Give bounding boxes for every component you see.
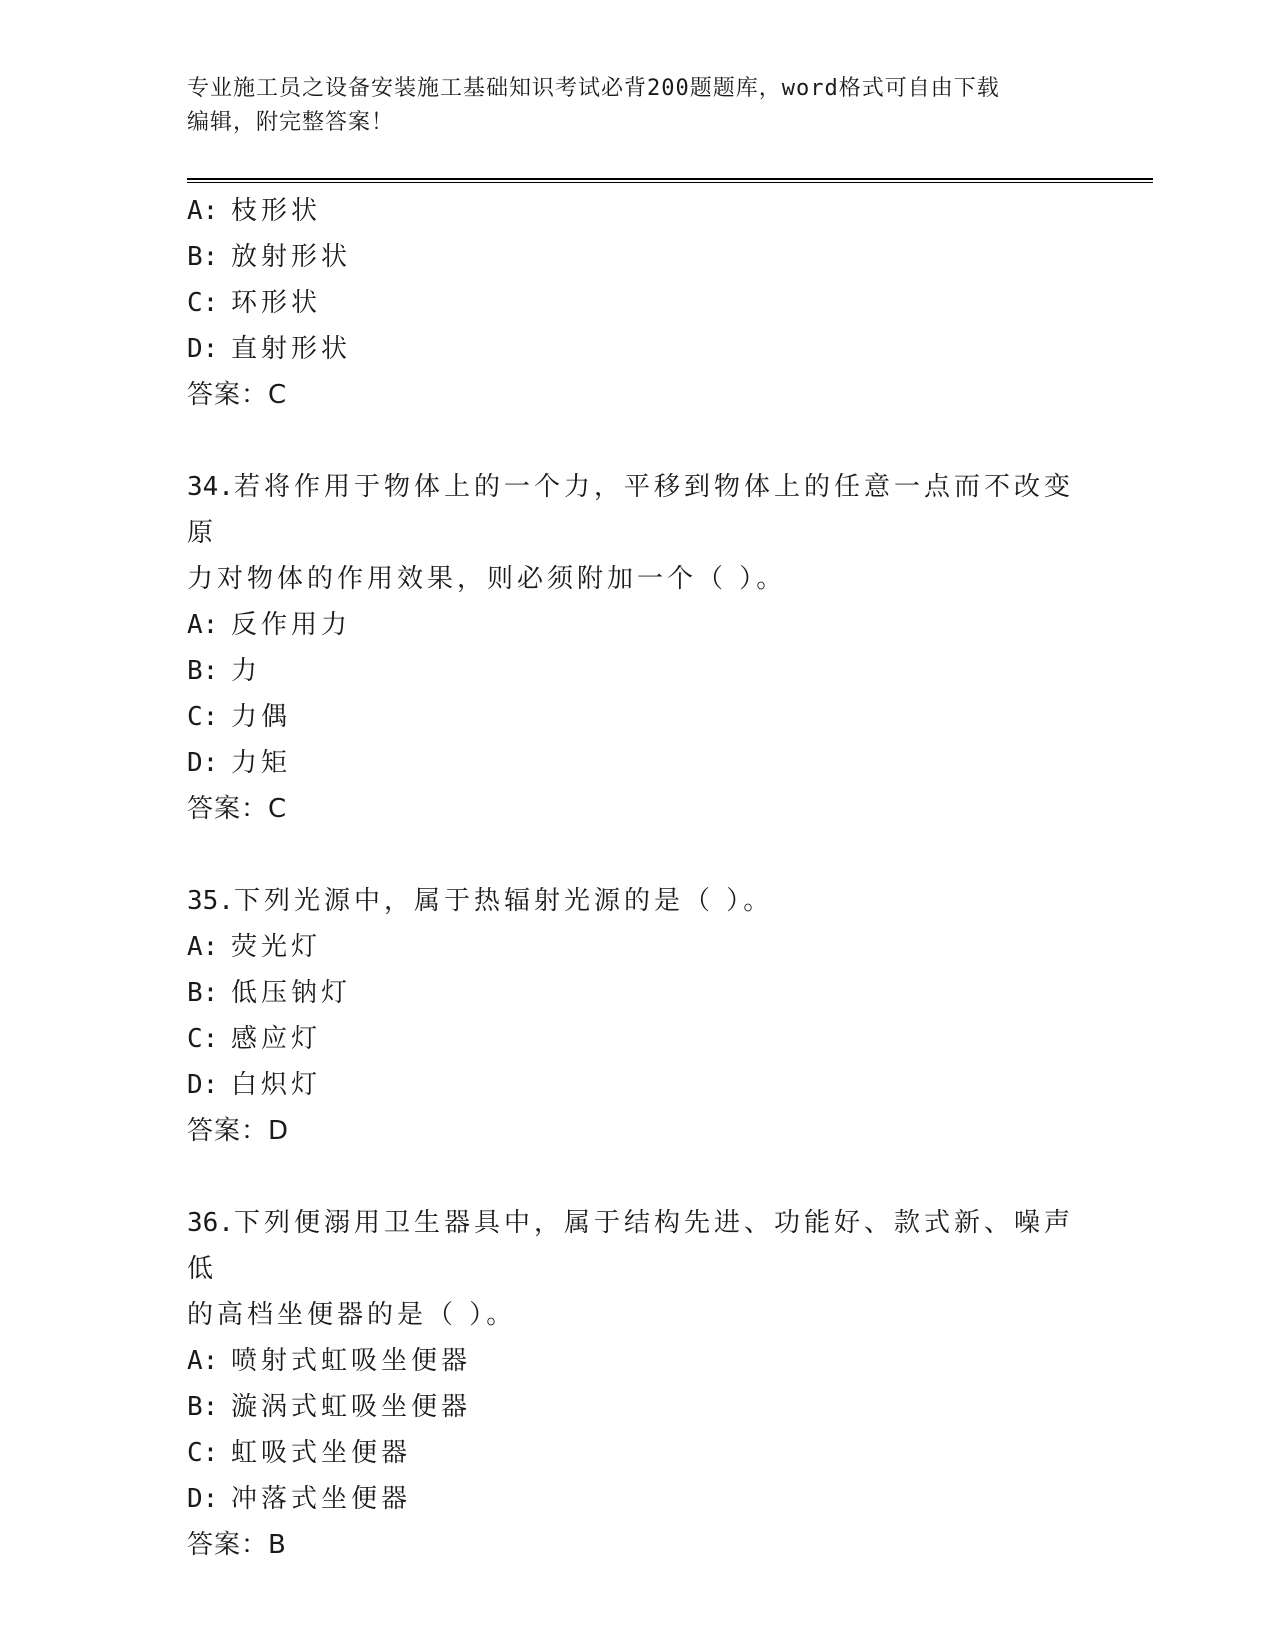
question-text-line-1: 下列光源中，属于热辐射光源的是（ ）。 bbox=[233, 886, 774, 916]
option-letter: D: bbox=[187, 748, 219, 778]
question-list bbox=[187, 188, 1087, 1568]
option-text: 力 bbox=[231, 656, 262, 686]
option-text: 直射形状 bbox=[231, 334, 352, 364]
option-letter: C: bbox=[187, 1438, 219, 1468]
option-letter: A: bbox=[187, 196, 219, 226]
header-divider-thick bbox=[187, 178, 1153, 180]
option-text: 枝形状 bbox=[231, 196, 322, 226]
option-d bbox=[187, 740, 1087, 786]
option-text: 环形状 bbox=[231, 288, 322, 318]
option-d bbox=[187, 1062, 1087, 1108]
option-text: 冲落式坐便器 bbox=[231, 1484, 412, 1514]
question-36 bbox=[187, 1200, 1087, 1568]
option-text: 力矩 bbox=[231, 748, 292, 778]
question-text-line-2: 力对物体的作用效果，则必须附加一个（ ）。 bbox=[187, 564, 787, 594]
answer-line: 答案：D bbox=[187, 1116, 290, 1146]
option-letter: B: bbox=[187, 978, 219, 1008]
option-letter: D: bbox=[187, 1484, 219, 1514]
option-text: 力偶 bbox=[231, 702, 292, 732]
option-b bbox=[187, 648, 1087, 694]
question-35 bbox=[187, 878, 1087, 1154]
question-number: 34. bbox=[187, 472, 234, 502]
option-b bbox=[187, 1384, 1087, 1430]
option-letter: B: bbox=[187, 656, 219, 686]
option-a bbox=[187, 924, 1087, 970]
option-a bbox=[187, 188, 1087, 234]
question-number: 36. bbox=[187, 1208, 234, 1238]
header-title-line-2: 编辑，附完整答案！ bbox=[187, 110, 395, 135]
option-b bbox=[187, 970, 1087, 1016]
option-letter: A: bbox=[187, 610, 219, 640]
question-text-line-1: 若将作用于物体上的一个力，平移到物体上的任意一点而不改变原 bbox=[187, 472, 1074, 548]
answer-line: 答案：C bbox=[187, 380, 288, 410]
question-stem bbox=[187, 878, 1087, 924]
option-c bbox=[187, 280, 1087, 326]
option-letter: C: bbox=[187, 1024, 219, 1054]
option-text: 白炽灯 bbox=[231, 1070, 322, 1100]
option-c bbox=[187, 694, 1087, 740]
option-text: 放射形状 bbox=[231, 242, 352, 272]
option-text: 反作用力 bbox=[231, 610, 352, 640]
option-text: 感应灯 bbox=[231, 1024, 322, 1054]
option-b bbox=[187, 234, 1087, 280]
option-letter: D: bbox=[187, 1070, 219, 1100]
header-title-line-1: 专业施工员之设备安装施工基础知识考试必背200题题库，word格式可自由下载 bbox=[187, 76, 1000, 101]
question-stem bbox=[187, 1200, 1087, 1292]
option-text: 喷射式虹吸坐便器 bbox=[231, 1346, 472, 1376]
option-d bbox=[187, 1476, 1087, 1522]
option-letter: B: bbox=[187, 242, 219, 272]
document-header bbox=[187, 72, 1087, 140]
question-number: 35. bbox=[187, 886, 234, 916]
option-letter: C: bbox=[187, 288, 219, 318]
option-letter: A: bbox=[187, 1346, 219, 1376]
option-text: 虹吸式坐便器 bbox=[231, 1438, 412, 1468]
option-text: 低压钠灯 bbox=[231, 978, 352, 1008]
answer-line: 答案：B bbox=[187, 1530, 287, 1560]
question-stem bbox=[187, 464, 1087, 556]
option-letter: D: bbox=[187, 334, 219, 364]
option-c bbox=[187, 1016, 1087, 1062]
option-text: 漩涡式虹吸坐便器 bbox=[231, 1392, 472, 1422]
question-text-line-1: 下列便溺用卫生器具中，属于结构先进、功能好、款式新、噪声低 bbox=[187, 1208, 1074, 1284]
option-text: 荧光灯 bbox=[231, 932, 322, 962]
option-letter: C: bbox=[187, 702, 219, 732]
option-a bbox=[187, 602, 1087, 648]
header-divider-thin bbox=[187, 182, 1153, 183]
question-text-line-2: 的高档坐便器的是（ ）。 bbox=[187, 1300, 517, 1330]
option-letter: A: bbox=[187, 932, 219, 962]
option-c bbox=[187, 1430, 1087, 1476]
question-34 bbox=[187, 464, 1087, 832]
answer-line: 答案：C bbox=[187, 794, 288, 824]
option-letter: B: bbox=[187, 1392, 219, 1422]
option-a bbox=[187, 1338, 1087, 1384]
option-d bbox=[187, 326, 1087, 372]
question-33 bbox=[187, 188, 1087, 418]
